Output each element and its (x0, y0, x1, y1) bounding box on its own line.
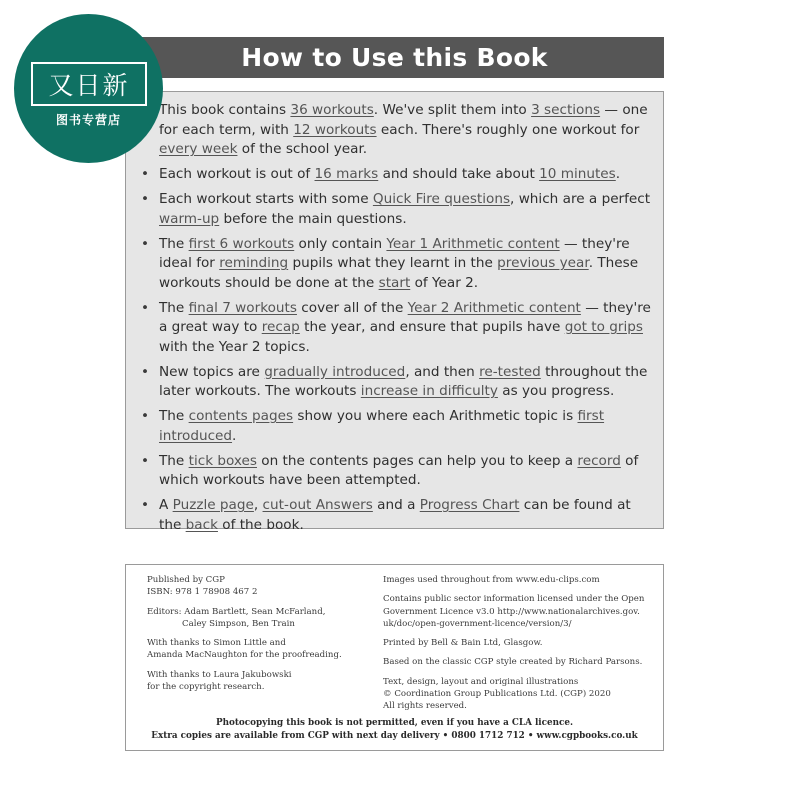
bullet-text: cover all of the (296, 299, 408, 316)
bullet-text: can be found at the (159, 497, 631, 533)
publication-info-left (147, 574, 362, 700)
underlined-keyword: previous year (497, 255, 589, 271)
bullet-text: The (159, 235, 189, 252)
bullet-text: of Year 2. (410, 274, 479, 291)
bullet-text: on the contents pages can help you to keep a (256, 452, 578, 469)
rights-line: © Coordination Group Publications Ltd. (CGP) 2020 (383, 689, 611, 700)
proofreading-thanks: With thanks to Simon Little and (147, 638, 286, 649)
bullet-text: before the main questions. (219, 210, 407, 227)
underlined-keyword: 16 marks (314, 166, 379, 182)
bullet-text: , and then (405, 363, 480, 380)
bullet-text: and should take about (378, 166, 540, 182)
underlined-keyword: contents pages (188, 408, 294, 424)
photocopy-notice: Photocopying this book is not permitted, even if you have a CLA licence. (215, 718, 574, 728)
isbn-line: ISBN: 978 1 78908 467 2 (147, 587, 258, 598)
bullet-text: . These workouts should be done at the (159, 255, 639, 291)
bullet-text: New topics are (159, 363, 265, 380)
bullet-text: only contain (294, 235, 387, 252)
bullet-text: and a (372, 497, 420, 513)
underlined-keyword: tick boxes (188, 452, 257, 469)
bullet-text: The (159, 452, 189, 469)
underlined-keyword: record (577, 452, 621, 469)
bullet-text: of which workouts have been attempted. (159, 452, 639, 488)
underlined-keyword: first 6 workouts (188, 235, 295, 252)
underlined-keyword: reminding (219, 255, 289, 271)
bullet-item (126, 299, 653, 358)
underlined-keyword: warm-up (159, 210, 220, 227)
bullet-item (126, 165, 653, 185)
instructions-panel (125, 91, 664, 533)
publication-info-box (125, 564, 664, 751)
underlined-keyword: 10 minutes (539, 166, 616, 182)
publication-notice (126, 717, 663, 743)
editors-line-continued: Caley Simpson, Ben Train (182, 618, 295, 629)
underlined-keyword: Quick Fire questions (372, 191, 511, 207)
bullet-text: . (615, 166, 621, 182)
rights-line: All rights reserved. (383, 701, 467, 712)
bullet-text: The (159, 408, 189, 424)
style-credit: Based on the classic CGP style created by Richard Parsons. (383, 657, 643, 668)
publication-info-right (383, 574, 653, 720)
bullet-item (126, 363, 653, 402)
bullet-text: of the school year. (237, 141, 368, 157)
bullet-item (126, 452, 653, 491)
copyright-thanks: With thanks to Laura Jakubowski (147, 669, 292, 680)
underlined-keyword: got to grips (564, 319, 643, 335)
bullet-text: This book contains (159, 102, 291, 118)
bullet-list (126, 101, 653, 535)
underlined-keyword: gradually introduced (264, 363, 406, 380)
underlined-keyword: Progress Chart (419, 497, 520, 513)
bullet-text: . We've split them into (373, 102, 532, 118)
bullet-item (126, 407, 653, 446)
proofreading-thanks-continued: Amanda MacNaughton for the proofreading. (147, 650, 342, 661)
editors-line: Editors: Adam Bartlett, Sean McFarland, (147, 606, 326, 617)
store-watermark-logo (14, 14, 163, 163)
publisher-line: Published by CGP (147, 575, 225, 585)
rights-line: Text, design, layout and original illustrations (383, 676, 579, 687)
licence-line: Government Licence v3.0 http://www.nationalarchives.gov. (383, 606, 640, 617)
bullet-text: . (232, 427, 237, 444)
bullet-text: Each workout starts with some (159, 191, 373, 207)
bullet-item (126, 101, 653, 160)
underlined-keyword: back (185, 516, 218, 533)
bullet-text: , which are a perfect (510, 191, 651, 207)
bullet-text: — one for each term, with (159, 102, 648, 138)
bullet-text: throughout the later workouts. The workouts (159, 363, 648, 399)
bullet-text: — they're ideal for (159, 235, 630, 271)
bullet-text: A (159, 497, 173, 513)
underlined-keyword: Year 2 Arithmetic content (407, 299, 581, 316)
bullet-text: — they're a great way to (159, 299, 651, 335)
store-logo-subtitle: 图书专营店 (55, 113, 121, 127)
underlined-keyword: 3 sections (531, 102, 601, 118)
page-title: How to Use this Book (241, 43, 548, 72)
bullet-text: the year, and ensure that pupils have (299, 319, 565, 335)
underlined-keyword: cut-out Answers (262, 497, 373, 513)
underlined-keyword: increase in difficulty (360, 383, 498, 399)
bullet-text: show you where each Arithmetic topic is (293, 408, 578, 424)
bullet-item (126, 235, 653, 294)
underlined-keyword: re-tested (479, 363, 541, 380)
order-info: Extra copies are available from CGP with next day delivery • 0800 1712 712 • www.cgpbooks.co.uk (151, 731, 638, 741)
bullet-text: as you progress. (497, 383, 615, 399)
bullet-text: , (253, 497, 263, 513)
bullet-item (126, 190, 653, 229)
bullet-text: with the Year 2 topics. (159, 338, 310, 355)
licence-line: Contains public sector information licensed under the Open (383, 594, 645, 605)
bullet-text: of the book. (217, 516, 304, 533)
underlined-keyword: 36 workouts (290, 102, 374, 118)
underlined-keyword: Puzzle page (172, 497, 254, 513)
store-logo-name: 又日新 (31, 62, 147, 106)
licence-line: uk/doc/open-government-licence/version/3/ (383, 618, 572, 629)
bullet-text: each. There's roughly one workout for (376, 121, 640, 138)
bullet-item (126, 496, 653, 535)
copyright-thanks-continued: for the copyright research. (147, 682, 265, 693)
header-bar (125, 37, 664, 78)
bullet-text: pupils what they learnt in the (288, 255, 498, 271)
underlined-keyword: final 7 workouts (188, 299, 297, 316)
underlined-keyword: 12 workouts (293, 121, 377, 138)
printer-line: Printed by Bell & Bain Ltd, Glasgow. (383, 638, 543, 649)
underlined-keyword: first introduced (159, 408, 605, 444)
images-credit: Images used throughout from www.edu-clips.com (383, 575, 600, 585)
bullet-text: The (159, 299, 189, 316)
underlined-keyword: Year 1 Arithmetic content (386, 235, 560, 252)
underlined-keyword: recap (261, 319, 300, 335)
underlined-keyword: start (378, 274, 411, 291)
bullet-text: Each workout is out of (159, 166, 315, 182)
underlined-keyword: every week (159, 141, 238, 157)
